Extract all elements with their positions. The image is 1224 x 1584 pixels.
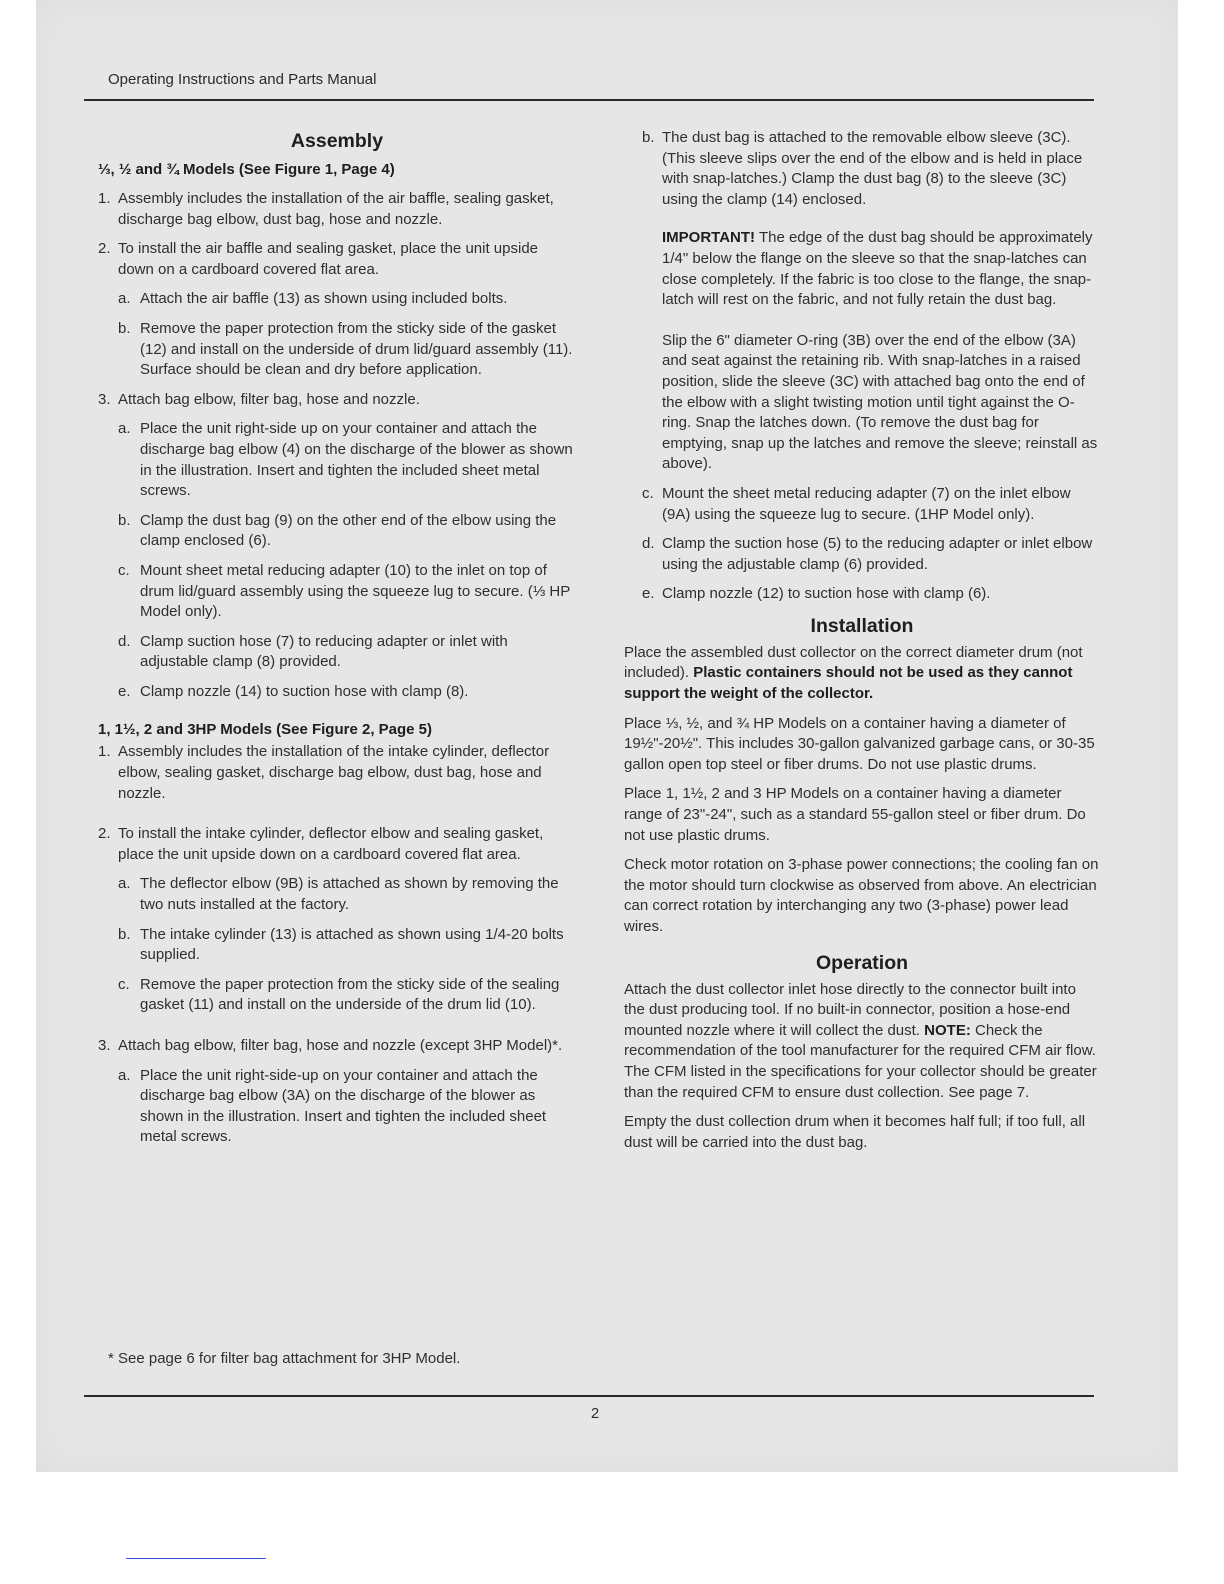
- step-text: To install the intake cylinder, deflector elbow and sealing gasket, place the unit upside down on a cardboard covered flat area.: [118, 825, 544, 863]
- step-marker: 1.: [98, 743, 111, 761]
- substep-text: Clamp the dust bag (9) on the other end of the elbow using the clamp enclosed (6).: [140, 511, 557, 550]
- operation-paragraph-2: Empty the dust collection drum when it becomes half full; if too full, all dust will be carried into the dust bag.: [624, 1113, 1086, 1151]
- substep-text: Clamp the suction hose (5) to the reducing adapter or inlet elbow using the adjustable clamp (6) provided.: [662, 535, 1093, 573]
- operation-p1-text-2: Check the recommendation of the tool manufacturer for the required CFM air flow. The CFM listed in the specifications for your collector should be greater than the required CFM to ensure dust collection. See page 7.: [624, 1021, 1097, 1101]
- substep-marker: d.: [118, 632, 131, 650]
- footnote: * See page 6 for filter bag attachment for 3HP Model.: [108, 1350, 461, 1367]
- substep-marker: c.: [118, 975, 130, 993]
- note-label: NOTE:: [924, 1021, 971, 1039]
- substep-marker: a.: [118, 875, 131, 893]
- important-note: [624, 228, 1100, 310]
- models-group-2-title: 1, 1½, 2 and 3HP Models (See Figure 2, Page 5): [98, 721, 433, 739]
- g2-step-3: [98, 1036, 576, 1057]
- substep-marker: a.: [118, 420, 131, 438]
- substep-marker: b.: [118, 925, 131, 943]
- substep-text: Remove the paper protection from the sticky side of the gasket (12) and install on the underside of drum lid/guard assembly (11). Surface should be clean and dry before application.: [140, 319, 573, 379]
- step-text: Attach bag elbow, filter bag, hose and nozzle.: [118, 390, 420, 408]
- substep-text: Attach the air baffle (13) as shown using included bolts.: [140, 290, 508, 308]
- substep-marker: c.: [642, 484, 654, 502]
- g1-step-3a: [98, 419, 576, 501]
- g2-step-3c: [624, 484, 1100, 525]
- g1-step-2b: [98, 319, 576, 381]
- step-text: Assembly includes the installation of the air baffle, sealing gasket, discharge bag elbow, dust bag, hose and nozzle.: [118, 190, 554, 228]
- step-marker: 3.: [98, 390, 111, 408]
- substep-text: Clamp suction hose (7) to reducing adapter or inlet with adjustable clamp (8) provided.: [140, 632, 508, 671]
- substep-marker: a.: [118, 1066, 131, 1084]
- operation-paragraph-1: [624, 980, 1100, 1104]
- important-label: IMPORTANT!: [662, 229, 756, 247]
- substep-marker: e.: [642, 585, 655, 603]
- g2-step-1: [98, 742, 576, 804]
- substep-text: Place the unit right-side up on your container and attach the discharge bag elbow (4) on the discharge of the blower as shown in the illustration. Insert and tighten the included sheet metal screws.: [140, 420, 573, 500]
- footer-rule: [84, 1395, 1094, 1397]
- left-column: [98, 128, 576, 1157]
- substep-text: Clamp nozzle (14) to suction hose with clamp (8).: [140, 682, 469, 700]
- g2-step-3e: [624, 584, 1100, 605]
- g2-step-2: [98, 824, 576, 865]
- step-text: Attach bag elbow, filter bag, hose and nozzle (except 3HP Model)*.: [118, 1037, 563, 1054]
- assembly-heading: Assembly: [290, 130, 384, 152]
- substep-text: Clamp nozzle (12) to suction hose with clamp (6).: [662, 585, 991, 603]
- g1-step-3c: [98, 561, 576, 623]
- substep-text: Mount sheet metal reducing adapter (10) to the inlet on top of drum lid/guard assembly using the squeeze lug to secure. (⅓ HP Model only).: [140, 561, 570, 621]
- substep-marker: b.: [118, 319, 131, 337]
- g1-step-2a: [98, 289, 576, 310]
- substep-marker: c.: [118, 561, 130, 579]
- substep-marker: d.: [642, 535, 655, 553]
- step-marker: 3.: [98, 1037, 111, 1054]
- plastic-warning: Plastic containers should not be used as they cannot support the weight of the collector.: [624, 664, 1073, 703]
- substep-marker: b.: [642, 129, 655, 146]
- substep-marker: b.: [118, 511, 131, 529]
- operation-p1-text: Attach the dust collector inlet hose directly to the connector built into the dust producing tool. If no built-in connector, position a hose-end mounted nozzle where it will collect the dust.: [624, 980, 1076, 1039]
- installation-paragraph-1: [624, 643, 1100, 705]
- installation-paragraph-4: Check motor rotation on 3-phase power connections; the cooling fan on the motor should turn clockwise as observed from above. An electrician can correct rotation by interchanging any two (3-phase) power lead wires.: [624, 856, 1099, 935]
- step-text: To install the air baffle and sealing gasket, place the unit upside down on a cardboard covered flat area.: [118, 240, 538, 278]
- step-text: Assembly includes the installation of the intake cylinder, deflector elbow, sealing gasket, discharge bag elbow, dust bag, hose and nozzle.: [118, 743, 550, 802]
- g2-step-3b: [624, 128, 1100, 210]
- substep-marker: e.: [118, 682, 131, 700]
- g2-step-3a: [98, 1066, 576, 1148]
- operation-heading: Operation: [815, 951, 909, 974]
- oring-paragraph: Slip the 6" diameter O-ring (3B) over the end of the elbow (3A) and seat against the retaining rib. With snap-latches in a raised position, slide the sleeve (3C) with attached bag onto the end of the elbow with a slight twisting motion until tight against the O-ring. Snap the latches down. (To remove the dust bag for emptying, snap up the latches and remove the sleeve; reinstall as above).: [662, 331, 1098, 473]
- g2-step-3d: [624, 534, 1100, 575]
- g2-step-2a: [98, 874, 576, 915]
- g1-step-2: [98, 239, 576, 280]
- installation-heading: Installation: [810, 614, 914, 637]
- installation-paragraph-2: Place ⅓, ½, and ¾ HP Models on a container having a diameter of 19½"-20½". This includes 30-gallon galvanized garbage cans, or 30-35 gallon open top steel or fiber drums. Do not use plastic drums.: [624, 714, 1095, 773]
- step-marker: 2.: [98, 825, 111, 843]
- substep-text: The intake cylinder (13) is attached as shown using 1/4-20 bolts supplied.: [140, 925, 564, 964]
- g2-step-2b: [98, 925, 576, 966]
- installation-paragraph-3: Place 1, 1½, 2 and 3 HP Models on a container having a diameter range of 23"-24", such as a standard 55-gallon steel or fiber drum. Do not use plastic drums.: [624, 785, 1086, 844]
- step-marker: 2.: [98, 240, 111, 258]
- substep-text: Mount the sheet metal reducing adapter (7) on the inlet elbow (9A) using the squeeze lug to secure. (1HP Model only).: [662, 484, 1071, 523]
- header-rule: [84, 99, 1094, 101]
- substep-text: Remove the paper protection from the sticky side of the sealing gasket (11) and install on the underside of the drum lid (10).: [140, 975, 560, 1014]
- right-column: [624, 128, 1100, 1162]
- models-group-1-title: ⅓, ½ and ¾ Models (See Figure 1, Page 4): [98, 161, 395, 178]
- g1-step-1: [98, 189, 576, 230]
- installation-p1-text: Place the assembled dust collector on the correct diameter drum (not included).: [624, 643, 1083, 682]
- substep-marker: a.: [118, 290, 131, 308]
- scan-artifact-line: [126, 1558, 266, 1559]
- g1-step-3b: [98, 511, 576, 552]
- substep-text: Place the unit right-side-up on your container and attach the discharge bag elbow (3A) on the discharge of the blower as shown in the illustration. Insert and tighten the included sheet metal screws.: [140, 1066, 547, 1146]
- running-header: Operating Instructions and Parts Manual: [108, 71, 377, 88]
- g2-step-2c: [98, 975, 576, 1016]
- substep-text: The dust bag is attached to the removable elbow sleeve (3C). (This sleeve slips over the end of the elbow and is held in place with snap-latches.) Clamp the dust bag (8) to the sleeve (3C) using the clamp (14) enclosed.: [662, 129, 1083, 208]
- g1-step-3: [98, 390, 576, 411]
- substep-text: The deflector elbow (9B) is attached as shown by removing the two nuts installed at the factory.: [140, 875, 559, 914]
- g1-step-3d: [98, 632, 576, 673]
- page-number: 2: [590, 1405, 600, 1422]
- important-text: The edge of the dust bag should be approximately 1/4" below the flange on the sleeve so that the snap-latches can close completely. If the fabric is too close to the flange, the snap-latch will rest on the fabric, and not fully retain the dust bag.: [662, 229, 1093, 309]
- g1-step-3e: [98, 682, 576, 703]
- step-marker: 1.: [98, 190, 111, 207]
